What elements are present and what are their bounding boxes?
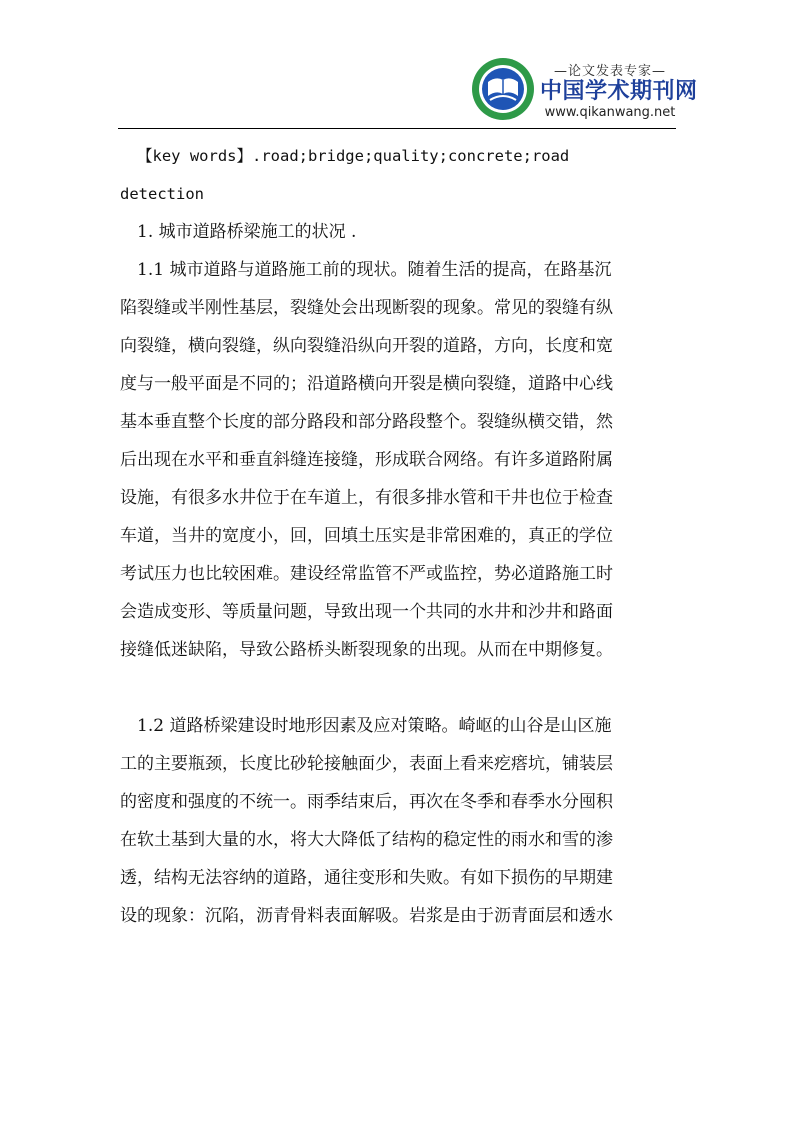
paragraph-line: 的密度和强度的不统一。雨季结束后，再次在冬季和春季水分囤积 [120,792,613,812]
paragraph-line: 工的主要瓶颈，长度比砂轮接触面少，表面上看来疙瘩坑，铺装层 [120,754,613,774]
paragraph-line: 考试压力也比较困难。建设经常监管不严或监控，势必道路施工时 [120,564,613,584]
paragraph-line: 设的现象：沉陷，沥青骨料表面解吸。岩浆是由于沥青面层和透水 [120,906,613,926]
paragraph-line: 在软土基到大量的水，将大大降低了结构的稳定性的雨水和雪的渗 [120,830,613,850]
section-heading: 1. 城市道路桥梁施工的状况 . [137,222,357,242]
paragraph-line: 基本垂直整个长度的部分路段和部分路段整个。裂缝纵横交错，然 [120,412,613,432]
paragraph-line: 后出现在水平和垂直斜缝连接缝，形成联合网络。有许多道路附属 [120,450,613,470]
paragraph-line: 设施，有很多水井位于在车道上，有很多排水管和干井也位于检查 [120,488,613,508]
journal-logo [470,56,698,128]
journal-seal-icon [470,56,536,122]
paragraph-line: 透，结构无法容纳的道路，通往变形和失败。有如下损伤的早期建 [120,868,613,888]
paragraph-line: 车道，当井的宽度小，回，回填土压实是非常困难的，真正的学位 [120,526,613,546]
logo-url: www.qikanwang.net [544,105,676,120]
paragraph-gap [120,669,680,707]
paragraph-line: 接缝低迷缺陷，导致公路桥头断裂现象的出现。从而在中期修复。 [120,640,613,660]
document-body [120,137,680,935]
paragraph-line: 度与一般平面是不同的；沿道路横向开裂是横向裂缝，道路中心线 [120,374,613,394]
keywords-line-continued: detection [120,185,204,203]
logo-brand-name: 中国学术期刊网 [540,79,698,104]
paragraph-line: 1.1 城市道路与道路施工前的现状。随着生活的提高，在路基沉 [137,260,612,280]
logo-tagline: —论文发表专家— [553,64,666,79]
paragraph-line: 1.2 道路桥梁建设时地形因素及应对策略。崎岖的山谷是山区施 [137,716,612,736]
keywords-line: 【key words】.road;bridge;quality;concrete;road [137,147,570,165]
paragraph-line: 会造成变形、等质量问题，导致出现一个共同的水井和沙井和路面 [120,602,613,622]
header-divider [118,128,676,129]
paragraph-line: 向裂缝，横向裂缝，纵向裂缝沿纵向开裂的道路，方向，长度和宽 [120,336,613,356]
paragraph-line: 陷裂缝或半刚性基层，裂缝处会出现断裂的现象。常见的裂缝有纵 [120,298,613,318]
